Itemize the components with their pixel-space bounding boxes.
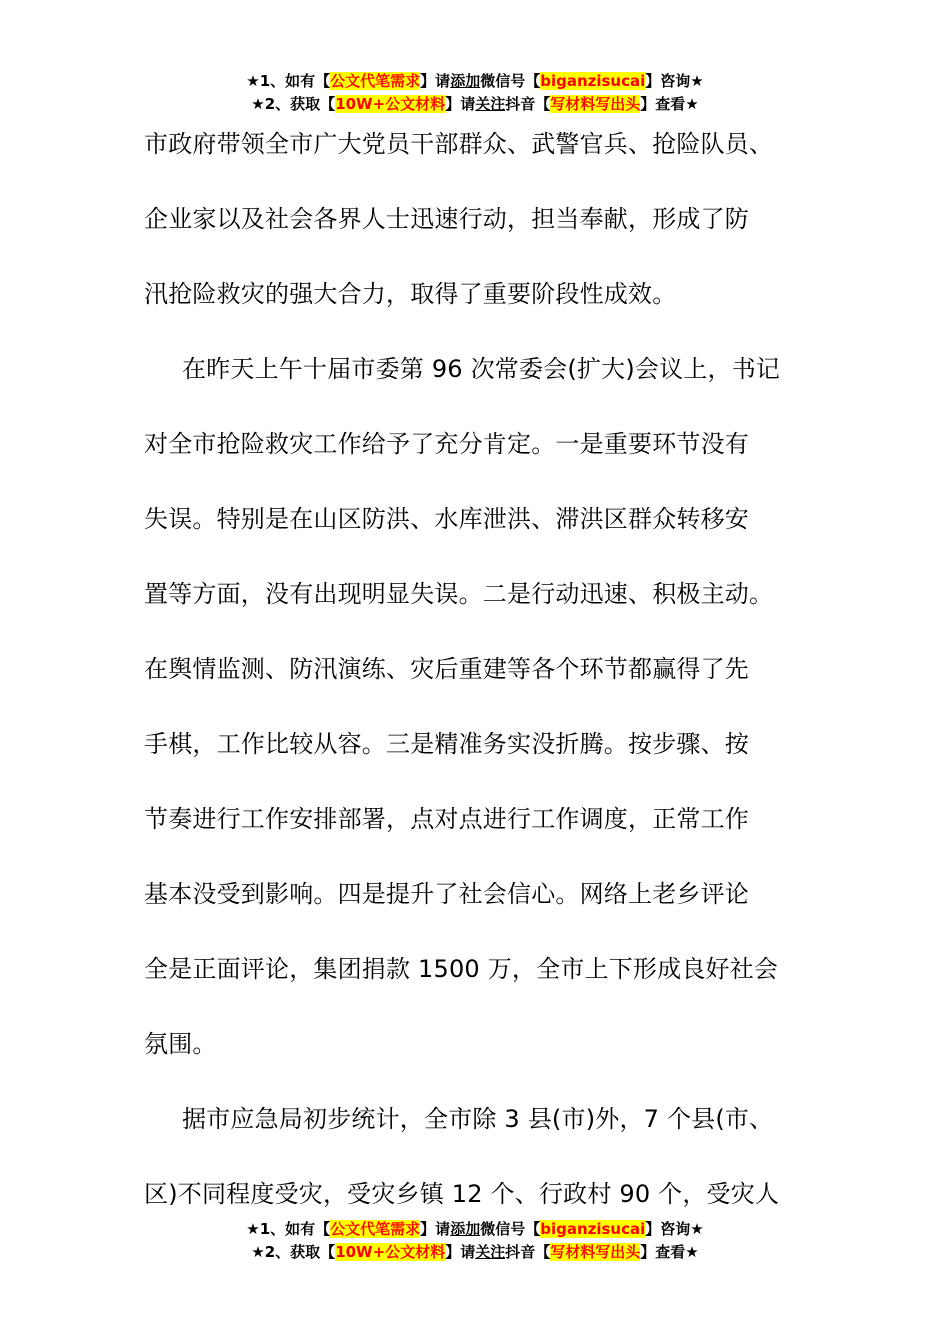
banner-line-1 bbox=[0, 1218, 950, 1241]
body-line: 企业家以及社会各界人士迅速行动，担当奉献，形成了防 bbox=[144, 205, 749, 233]
body-line: 基本没受到影响。四是提升了社会信心。网络上老乡评论 bbox=[144, 880, 749, 908]
body-line: 区)不同程度受灾，受灾乡镇 12 个、行政村 90 个，受灾人 bbox=[144, 1180, 780, 1208]
banner-emphasis: 添加 bbox=[450, 72, 481, 90]
banner-text: ★1、如有【 bbox=[246, 72, 331, 90]
banner-text: 】请 bbox=[445, 95, 476, 113]
body-line: 手棋，工作比较从容。三是精准务实没折腾。按步骤、按 bbox=[144, 730, 749, 758]
banner-text: ★2、获取【 bbox=[251, 95, 336, 113]
banner-line-2 bbox=[0, 1241, 950, 1264]
body-line: 在舆情监测、防汛演练、灾后重建等各个环节都赢得了先 bbox=[144, 655, 749, 683]
body-line: 失误。特别是在山区防洪、水库泄洪、滞洪区群众转移安 bbox=[144, 505, 749, 533]
banner-line-2 bbox=[0, 93, 950, 116]
banner-text: 】咨询★ bbox=[645, 1220, 704, 1238]
paragraph-start-line: 在昨天上午十届市委第 96 次常委会(扩大)会议上，书记 bbox=[182, 355, 781, 383]
banner-text: 】请 bbox=[445, 1243, 476, 1261]
body-line: 节奏进行工作安排部署，点对点进行工作调度，正常工作 bbox=[144, 805, 749, 833]
banner-line-1 bbox=[0, 70, 950, 93]
banner-highlight: biganzisucai bbox=[540, 72, 646, 90]
banner-emphasis: 关注 bbox=[475, 95, 506, 113]
banner-text: 】请 bbox=[420, 1220, 451, 1238]
banner-emphasis: 添加 bbox=[450, 1220, 481, 1238]
footer-banner bbox=[0, 1218, 950, 1264]
banner-highlight: 写材料写出头 bbox=[550, 1243, 641, 1261]
banner-text: 】咨询★ bbox=[645, 72, 704, 90]
banner-highlight: 公文代笔需求 bbox=[330, 72, 421, 90]
banner-text: 抖音【 bbox=[505, 95, 551, 113]
banner-text: 】查看★ bbox=[640, 1243, 699, 1261]
banner-text: 微信号【 bbox=[480, 72, 541, 90]
banner-highlight: biganzisucai bbox=[540, 1220, 646, 1238]
body-line: 氛围。 bbox=[144, 1030, 217, 1058]
banner-highlight: 10W+公文材料 bbox=[335, 1243, 446, 1261]
banner-text: 】查看★ bbox=[640, 95, 699, 113]
banner-text: 】请 bbox=[420, 72, 451, 90]
body-line: 对全市抢险救灾工作给予了充分肯定。一是重要环节没有 bbox=[144, 430, 749, 458]
banner-text: 抖音【 bbox=[505, 1243, 551, 1261]
banner-highlight: 10W+公文材料 bbox=[335, 95, 446, 113]
document-body bbox=[144, 126, 809, 1251]
banner-text: 微信号【 bbox=[480, 1220, 541, 1238]
banner-text: ★2、获取【 bbox=[251, 1243, 336, 1261]
banner-highlight: 写材料写出头 bbox=[550, 95, 641, 113]
paragraph-start-line: 据市应急局初步统计，全市除 3 县(市)外，7 个县(市、 bbox=[182, 1105, 774, 1133]
body-line: 置等方面，没有出现明显失误。二是行动迅速、积极主动。 bbox=[144, 580, 774, 608]
banner-emphasis: 关注 bbox=[475, 1243, 506, 1261]
body-line: 全是正面评论，集团捐款 1500 万，全市上下形成良好社会 bbox=[144, 955, 779, 983]
header-banner bbox=[0, 70, 950, 116]
body-line: 汛抢险救灾的强大合力，取得了重要阶段性成效。 bbox=[144, 280, 677, 308]
banner-text: ★1、如有【 bbox=[246, 1220, 331, 1238]
banner-highlight: 公文代笔需求 bbox=[330, 1220, 421, 1238]
body-line: 市政府带领全市广大党员干部群众、武警官兵、抢险队员、 bbox=[144, 130, 774, 158]
